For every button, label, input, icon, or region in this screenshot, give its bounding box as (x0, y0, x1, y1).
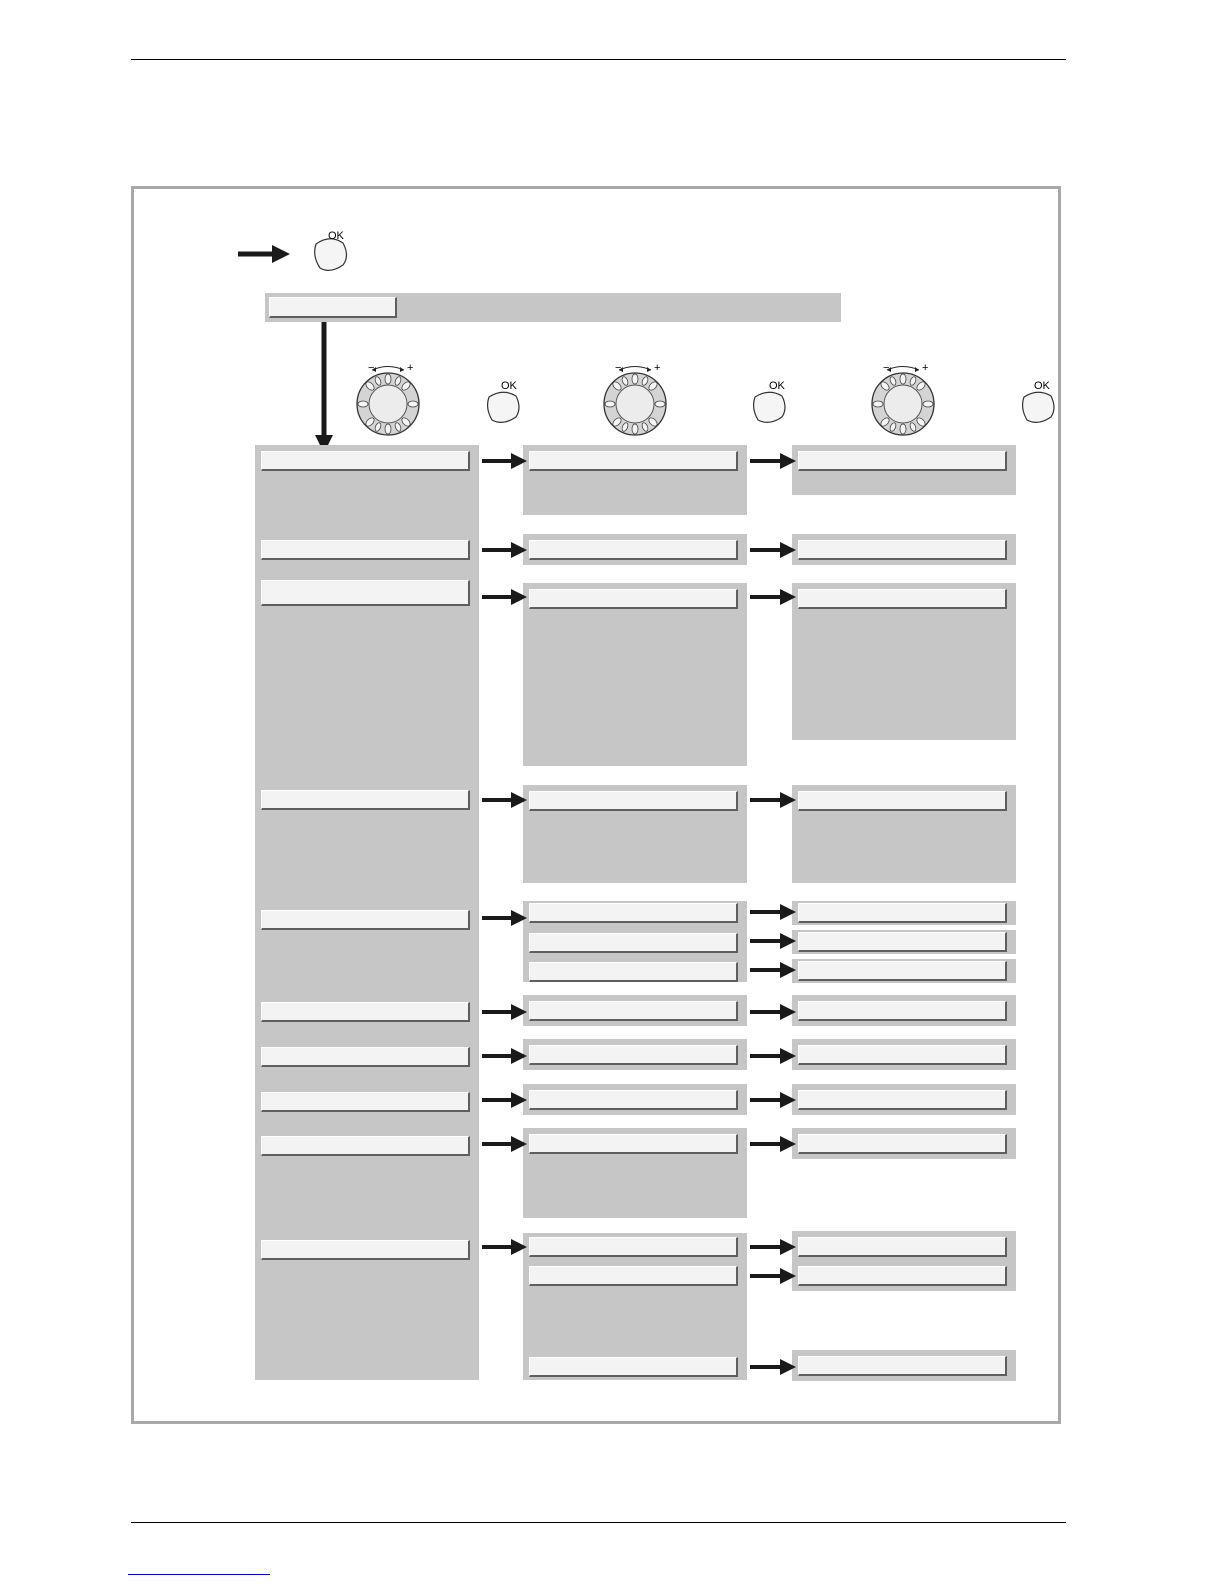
right-arrow-icon (482, 453, 527, 469)
right-arrow-icon (482, 1136, 527, 1152)
right-arrow-icon (750, 1136, 796, 1152)
right-arrow-icon (750, 1268, 796, 1284)
knob-plus-label: + (407, 362, 414, 374)
right-arrow-icon (750, 792, 796, 808)
right-arrow-icon (750, 453, 796, 469)
ok-label: OK (1034, 380, 1050, 392)
right-arrow-icon (750, 589, 796, 605)
knob-minus-label: − (883, 362, 890, 374)
right-arrow-icon (750, 962, 796, 978)
right-arrow-icon (482, 1239, 527, 1255)
right-arrow-icon (482, 910, 527, 926)
ok-label: OK (328, 230, 344, 242)
right-arrow-icon (482, 589, 527, 605)
ok-label: OK (501, 380, 517, 392)
knob-plus-label: + (654, 362, 661, 374)
ok-label: OK (769, 380, 785, 392)
right-arrow-icon (750, 1359, 796, 1375)
right-arrow-icon (750, 542, 796, 558)
knob-plus-label: + (922, 362, 929, 374)
right-arrow-icon (482, 792, 527, 808)
right-arrow-icon (482, 542, 527, 558)
right-arrow-icon (750, 1092, 796, 1108)
right-arrow-icon (482, 1048, 527, 1064)
knob-minus-label: − (368, 362, 375, 374)
knob-minus-label: − (615, 362, 622, 374)
right-arrow-icon (482, 1092, 527, 1108)
right-arrow-icon (750, 1048, 796, 1064)
right-arrow-icon (750, 1004, 796, 1020)
right-arrow-icon (750, 933, 796, 949)
right-arrow-icon (482, 1004, 527, 1020)
right-arrow-icon (750, 1239, 796, 1255)
right-arrow-icon (750, 904, 796, 920)
